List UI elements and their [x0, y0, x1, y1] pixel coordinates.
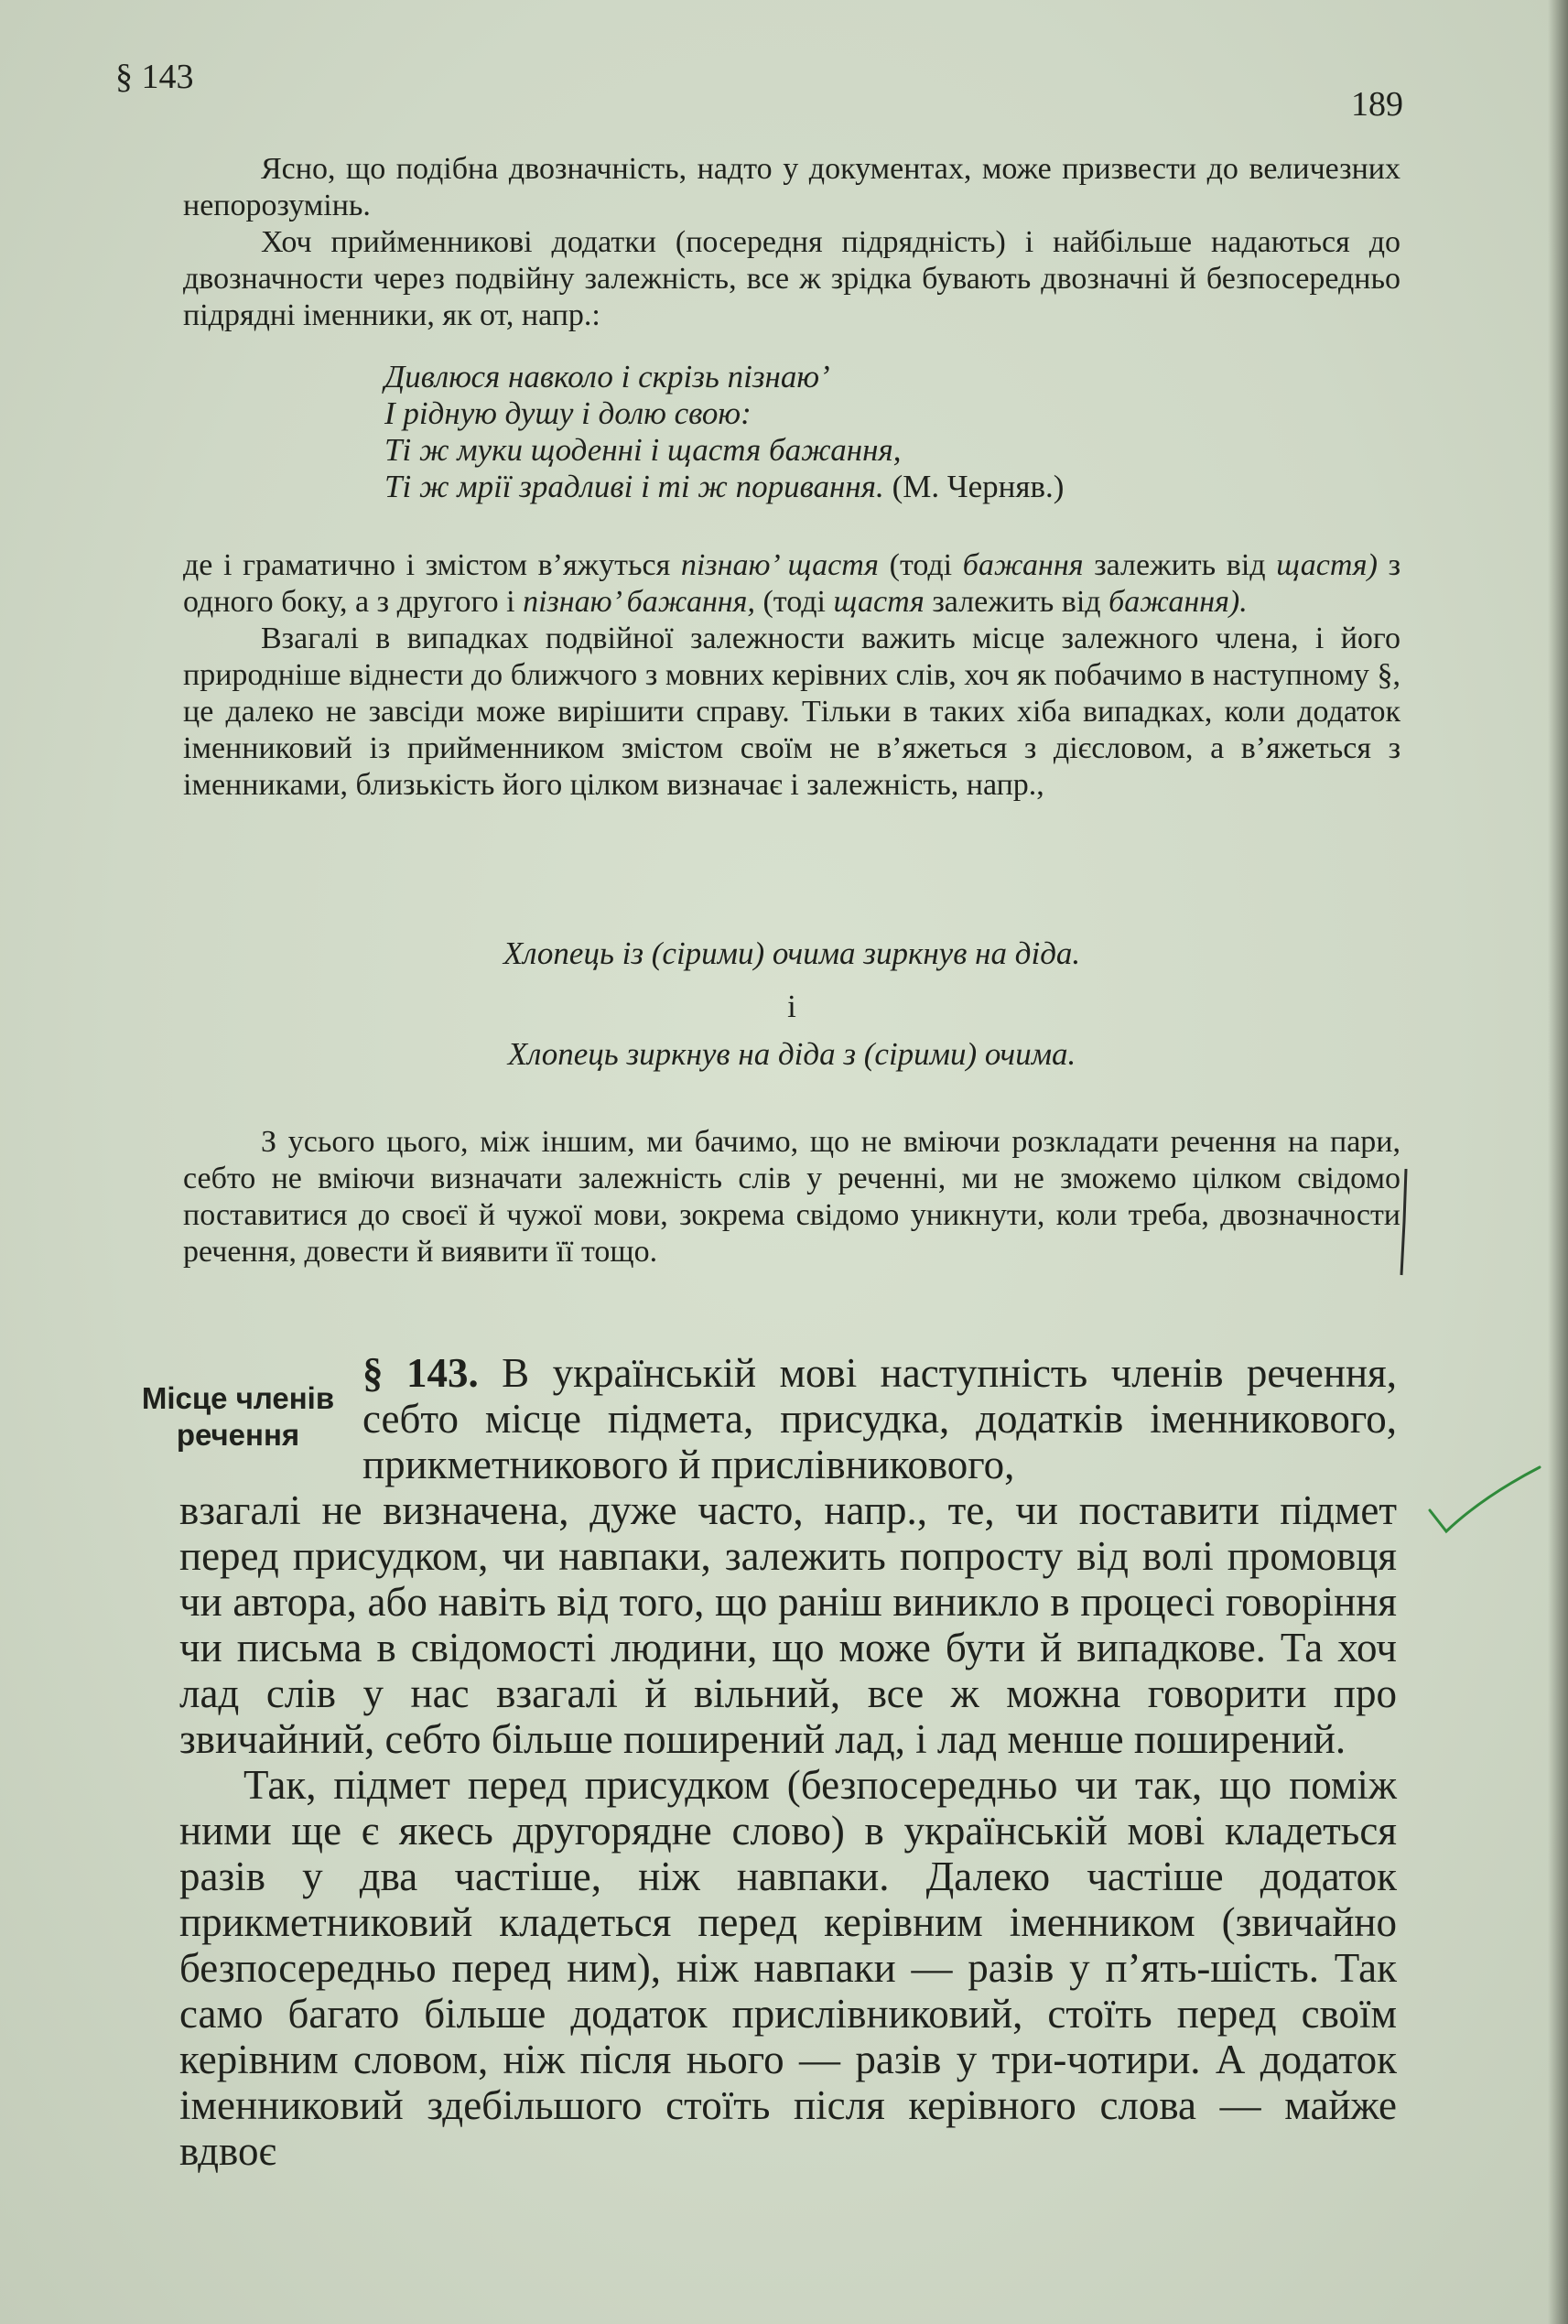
- paragraph-4: Взагалі в випадках подвійної залежности важить місце залежного члена, і його природніше віднести до ближчого з мовних керівних слів, хоч як побачимо в наступному §, це далеко не завсіди може вирішити справу. Тільки в таких хіба випадках, коли додаток іменниковий із прийменником змістом своїм не в’яжеться з дієсловом, а в’яжеться з іменниками, близькість його цілком визначає і залежність, напр.,: [183, 622, 1400, 802]
- italic-term: бажання).: [1108, 585, 1248, 619]
- paragraph-1: Ясно, що подібна двозначність, надто у документах, може призвести до величезних непорозумінь.: [183, 152, 1400, 222]
- conclusion-block: [183, 1124, 1400, 1270]
- poem-line: І рідную душу і долю свою:: [384, 395, 752, 431]
- section-paragraph-1: взагалі не визначена, дуже часто, напр., те, чи поставити підмет перед присудком, чи навпаки, залежить попросту від волі промовця чи автора, або навіть від того, що раніш виникло в процесі говоріння чи письма в свідомості людини, що може бути й випадкове. Та хоч лад слів у нас взагалі й вільний, все ж можна говорити про звичайний, себто більше поширений лад, і лад менше поширений.: [179, 1487, 1397, 1762]
- text-run: залежить від: [1083, 548, 1277, 582]
- margin-note: Місце членів речення: [141, 1381, 335, 1452]
- poem-line: Ті ж муки щоденні і щастя бажання,: [384, 432, 902, 468]
- text-run: (тоді: [754, 585, 834, 619]
- paragraph-2: Хоч прийменникові додатки (посередня підрядність) і найбільше надаються до двозначности через подвійну залежність, все ж зрідка бувають двозначні й безпосередньо підрядні іменники, як от, напр.:: [183, 225, 1400, 332]
- page-number: 189: [1351, 85, 1403, 124]
- text-run: (тоді: [878, 548, 963, 582]
- section-text-head: В українській мові наступність членів речення, себто місце підмета, присудка, додатків іменникового, прикметникового й прислівникового,: [362, 1350, 1398, 1487]
- example-sentence-1: Хлопець із (сірими) очима зиркнув на діда.: [503, 935, 1081, 971]
- italic-term: пізнаю’ щастя: [680, 548, 879, 582]
- section-paragraph-2: Так, підмет перед присудком (безпосередньо чи так, що поміж ними ще є якесь другорядне слово) в українській мові кладеться разів у два частіше, ніж навпаки. Далеко частіше додаток прикметниковий кладеться перед керівним іменником (звичайно безпосередньо перед ним), ніж навпаки — разів у п’ять-шість. Так само багато більше додаток прислівниковий, стоїть перед своїм керівним словом, ніж після нього — разів у три-чотири. А додаток іменниковий здебільшого стоїть після керівного слова — майже вдвоє: [179, 1762, 1397, 2174]
- section-heading-block: [179, 1350, 1397, 1487]
- text-run: з одного боку, а з другого і: [183, 548, 1401, 619]
- paragraph-3: [183, 547, 1400, 621]
- discussion-block: [183, 547, 1400, 804]
- example-sentence-2: Хлопець зиркнув на діда з (сірими) очима.: [507, 1036, 1076, 1072]
- poem-line: Дивлюся навколо і скрізь пізнаю’: [384, 359, 830, 395]
- section-number: § 143.: [362, 1350, 479, 1396]
- green-check-mark: [1419, 1460, 1547, 1561]
- intro-block: [183, 151, 1400, 334]
- italic-term: щастя: [833, 585, 925, 619]
- poem-author: (М. Черняв.): [892, 469, 1065, 504]
- poem-quote: [384, 359, 1300, 505]
- running-head: § 143: [115, 58, 194, 96]
- paragraph-5: З усього цього, між іншим, ми бачимо, що не вміючи розкладати речення на пари, себто не вміючи визначати залежність слів у реченні, ми не зможемо цілком свідомо поставитися до своєї й чужої мови, зокрема свідомо уникнути, коли треба, двозначности речення, довести й виявити її тощо.: [183, 1125, 1400, 1269]
- text-run: залежить від: [924, 585, 1109, 619]
- italic-term: пізнаю’ бажання,: [523, 585, 755, 619]
- italic-term: щастя): [1276, 548, 1378, 582]
- poem-line-last: [384, 469, 1300, 505]
- page-edge-shadow: [1548, 0, 1568, 2324]
- text-run: де і граматично і змістом в’яжуться: [183, 548, 681, 582]
- section-143: [179, 1350, 1397, 2174]
- example-separator: і: [787, 989, 796, 1024]
- pencil-bracket-mark: [1399, 1167, 1411, 1277]
- italic-term: бажання: [962, 548, 1084, 582]
- poem-line-text: Ті ж мрії зрадливі і ті ж поривання.: [384, 469, 884, 504]
